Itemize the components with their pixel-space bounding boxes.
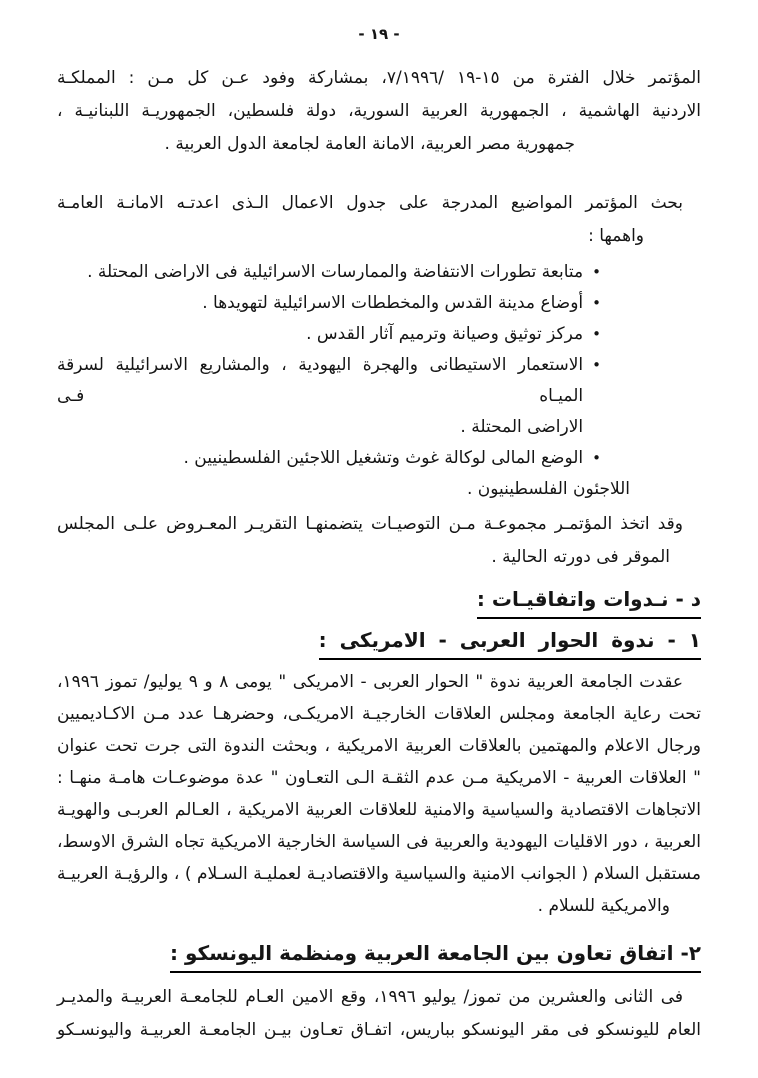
list-item <box>57 319 601 350</box>
paragraph-line: عقدت الجامعة العربية ندوة " الحوار العربى - الامريكى " يومى ٨ و ٩ يوليو/ تموز ١٩٩٦، <box>57 672 683 692</box>
paragraph-agenda-intro <box>57 187 701 253</box>
bullet-icon: • <box>592 294 601 312</box>
paragraph-line: المؤتمر خلال الفترة من ١٥-١٩ /٧/١٩٩٦، بمشاركة وفود عـن كل مـن : المملكـة <box>57 68 702 88</box>
paragraph-unesco-agreement <box>57 981 701 1047</box>
list-item <box>57 350 601 443</box>
paragraph-line: العربية ، دور الاقليات اليهودية والعربية فى السياسة الخارجية الامريكية تجاه الشرق الاوسط، <box>57 832 701 852</box>
list-item <box>57 443 601 474</box>
list-item-text: أوضاع مدينة القدس والمخططات الاسرائيلية لتهويدها . <box>202 293 584 313</box>
bullet-icon: • <box>592 263 601 281</box>
list-item-text: الوضع المالى لوكالة غوث وتشغيل اللاجئين الفلسطينيين . <box>183 448 584 468</box>
agenda-bullet-list <box>57 257 701 474</box>
paragraph-line: جمهورية مصر العربية، الامانة العامة لجامعة الدول العربية . <box>164 134 575 154</box>
paragraph-line: تحت رعاية الجامعة ومجلس العلاقات الخارجيـة الامريكـى، وحضرهـا عدد مـن الاكـاديميين <box>57 704 701 724</box>
section-1-heading-row <box>57 627 701 660</box>
list-item <box>57 257 601 288</box>
section-1-heading: ١ - ندوة الحوار العربى - الامريكى : <box>319 627 701 660</box>
section-d-heading: د - نـدوات واتفاقيـات : <box>477 586 701 619</box>
list-item-text: الاستعمار الاستيطانى والهجرة اليهودية ، والمشاريع الاسرائيلية لسرقة الميـاه فـى <box>57 355 584 406</box>
paragraph-line: واهمها : <box>588 226 644 246</box>
bullet-icon: • <box>592 325 601 343</box>
paragraph-line: والامريكية للسلام . <box>537 896 670 916</box>
section-2-heading-row <box>57 940 701 973</box>
paragraph-line: مستقبل السلام ( الجوانب الامنية والسياسية والاقتصاديـة لعمليـة السـلام ) ، والرؤيـة العربيـة <box>57 864 701 884</box>
paragraph-line: الاتجاهات الاقتصادية والسياسية والامنية للعلاقات العربية الامريكية ، العـالم العربـى والهويـة <box>57 800 701 820</box>
paragraph-recommendations <box>57 508 701 574</box>
bullet-icon: • <box>592 449 601 467</box>
list-item-text: متابعة تطورات الانتفاضة والممارسات الاسرائيلية فى الاراضى المحتلة . <box>87 262 584 282</box>
paragraph-line: وقد اتخذ المؤتمـر مجموعـة مـن التوصيـات يتضمنهـا التقريـر المعـروض علـى المجلس <box>57 514 683 534</box>
paragraph-line: فى الثانى والعشرين من تموز/ يوليو ١٩٩٦، وقع الامين العـام للجامعـة العربيـة والمديـر <box>57 987 684 1007</box>
section-2-heading: ٢- اتفاق تعاون بين الجامعة العربية ومنظمة اليونسكو : <box>170 940 701 973</box>
list-item-text: مركز توثيق وصيانة وترميم آثار القدس . <box>306 324 584 344</box>
paragraph-line: الاردنية الهاشمية ، الجمهورية العربية السورية، دولة فلسطين، الجمهوريـة اللبنانيـة ، <box>57 101 701 121</box>
section-d-heading-row <box>57 586 701 619</box>
paragraph-line: بحث المؤتمر المواضيع المدرجة على جدول الاعمال الـذى اعدتـه الامانـة العامـة <box>57 193 683 213</box>
paragraph-arab-american-seminar <box>57 666 701 922</box>
list-item <box>57 288 601 319</box>
paragraph-line: العام لليونسكو فى مقر اليونسكو بباريس، اتفـاق تعـاون بيـن الجامعـة العربيـة واليونسـكو <box>57 1020 701 1040</box>
palestinian-refugees-line: اللاجئون الفلسطينيون . <box>466 479 630 499</box>
paragraph-line: " العلاقات العربية - الامريكية مـن عدم الثقـة الـى التعـاون " عدة موضوعـات هامـة منهـا : <box>57 768 701 788</box>
list-item-text: الاراضى المحتلة . <box>460 417 584 437</box>
paragraph-line: ورجال الاعلام والمهتمين بالعلاقات العربية الامريكية ، وبحثت الندوة التى جرت تحت عنوان <box>57 736 701 756</box>
page-number: - ١٩ - <box>358 25 400 43</box>
bullet-icon: • <box>592 356 601 374</box>
paragraph-line: الموقر فى دورته الحالية . <box>491 547 670 567</box>
paragraph-conference-participants <box>57 62 701 161</box>
